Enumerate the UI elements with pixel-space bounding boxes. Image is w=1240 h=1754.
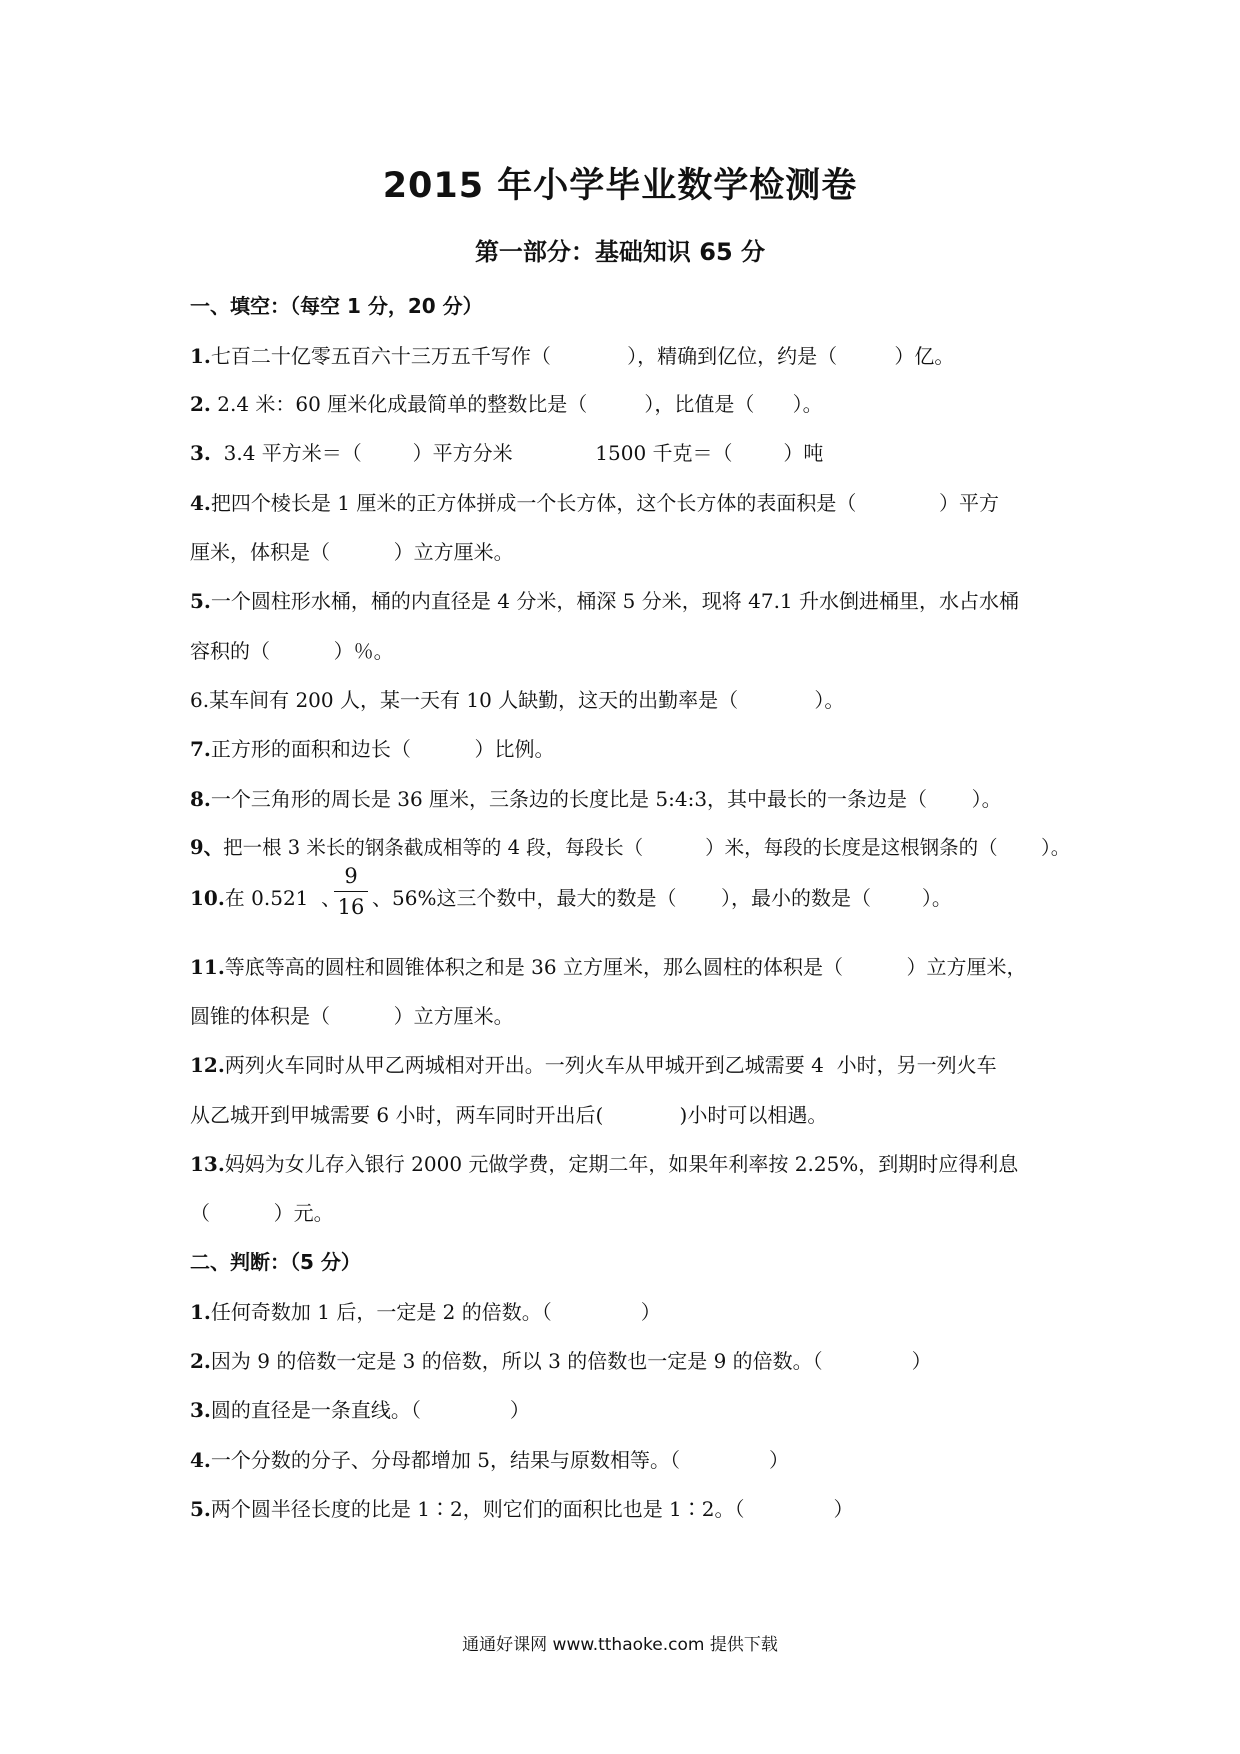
question-fill-1 bbox=[190, 340, 954, 369]
question-text: 两个圆半径长度的比是 1∶2，则它们的面积比也是 1∶2。（ ） bbox=[210, 1497, 854, 1521]
question-number: 3. bbox=[190, 1398, 211, 1422]
question-fill-11-line2: 圆锥的体积是（ ）立方厘米。 bbox=[190, 1004, 514, 1028]
question-tf-3 bbox=[190, 1394, 530, 1423]
question-number: 11. bbox=[190, 955, 225, 979]
page-title: 2015 年小学毕业数学检测卷 bbox=[382, 166, 858, 206]
question-text: 在 0.521 、 bbox=[224, 886, 342, 910]
question-text: 正方形的面积和边长（ ）比例。 bbox=[210, 737, 555, 761]
question-number: 5. bbox=[190, 589, 211, 613]
question-number: 4. bbox=[190, 491, 211, 515]
fraction-numerator: 9 bbox=[344, 864, 358, 888]
question-text: 一个圆柱形水桶，桶的内直径是 4 分米，桶深 5 分米，现将 47.1 升水倒进桶里，水占水桶 bbox=[210, 589, 1020, 613]
question-text: 把四个棱长是 1 厘米的正方体拼成一个长方体，这个长方体的表面积是（ ）平方 bbox=[210, 491, 999, 515]
question-number: 3. bbox=[190, 441, 211, 465]
question-fill-12-line1 bbox=[190, 1049, 997, 1078]
question-number: 6. bbox=[190, 688, 210, 712]
question-text: 因为 9 的倍数一定是 3 的倍数，所以 3 的倍数也一定是 9 的倍数。（ ） bbox=[210, 1349, 932, 1373]
question-text: 七百二十亿零五百六十三万五千写作（ ），精确到亿位，约是（ ）亿。 bbox=[210, 344, 955, 368]
question-text: 2.4 米：60 厘米化成最简单的整数比是（ ），比值是（ ）。 bbox=[217, 392, 823, 416]
question-fill-12-line2: 从乙城开到甲城需要 6 小时，两车同时开出后( )小时可以相遇。 bbox=[190, 1103, 828, 1127]
question-number: 2. bbox=[190, 392, 211, 416]
question-number: 4. bbox=[190, 1448, 211, 1472]
question-number: 10. bbox=[190, 886, 225, 910]
part-subtitle: 第一部分：基础知识 65 分 bbox=[474, 238, 766, 266]
question-text: 某车间有 200 人，某一天有 10 人缺勤，这天的出勤率是（ ）。 bbox=[209, 688, 845, 712]
question-number: 2. bbox=[190, 1349, 211, 1373]
question-text: 一个三角形的周长是 36 厘米，三条边的长度比是 5:4:3，其中最长的一条边是（ ）。 bbox=[210, 787, 1002, 811]
question-fill-11-line1 bbox=[190, 951, 1027, 980]
question-fill-5-line1 bbox=[190, 585, 1019, 614]
question-text: 一个分数的分子、分母都增加 5，结果与原数相等。（ ） bbox=[210, 1448, 789, 1472]
question-number: 12. bbox=[190, 1053, 225, 1077]
question-fill-10-post: 、56%这三个数中，最大的数是（ ），最小的数是（ ）。 bbox=[372, 886, 952, 910]
question-number: 7. bbox=[190, 737, 211, 761]
question-text: 3.4 平方米＝（ ）平方分米 1500 千克＝（ ）吨 bbox=[223, 441, 824, 465]
question-tf-1 bbox=[190, 1296, 661, 1325]
question-fill-4-line2: 厘米，体积是（ ）立方厘米。 bbox=[190, 540, 514, 564]
question-fill-3 bbox=[190, 437, 823, 466]
question-fill-9 bbox=[190, 832, 1070, 860]
question-text: 圆的直径是一条直线。（ ） bbox=[210, 1398, 530, 1422]
question-fill-5-line2: 容积的（ ）％。 bbox=[190, 639, 394, 663]
question-fill-2 bbox=[190, 388, 823, 417]
question-number: 1. bbox=[190, 1300, 211, 1324]
question-fill-8 bbox=[190, 783, 1002, 812]
question-fill-4-line1 bbox=[190, 487, 999, 516]
question-text: 两列火车同时从甲乙两城相对开出。一列火车从甲城开到乙城需要 4 小时，另一列火车 bbox=[224, 1053, 997, 1077]
question-fill-7 bbox=[190, 733, 554, 762]
question-text: 等底等高的圆柱和圆锥体积之和是 36 立方厘米，那么圆柱的体积是（ ）立方厘米， bbox=[224, 955, 1027, 979]
question-number: 13. bbox=[190, 1152, 225, 1176]
fraction-denominator: 16 bbox=[337, 895, 365, 919]
question-tf-4 bbox=[190, 1444, 789, 1473]
question-text: 任何奇数加 1 后，一定是 2 的倍数。（ ） bbox=[210, 1300, 661, 1324]
section-heading-fill-in: 一、填空：（每空 1 分，20 分） bbox=[190, 294, 483, 318]
question-fill-6 bbox=[190, 684, 844, 713]
question-text: 把一根 3 米长的钢条截成相等的 4 段，每段长（ ）米，每段的长度是这根钢条的（ ）。 bbox=[223, 836, 1071, 859]
section-heading-true-false: 二、判断：（5 分） bbox=[190, 1250, 361, 1274]
question-fill-13-line2: （ ）元。 bbox=[190, 1201, 334, 1225]
fraction-nine-sixteenths bbox=[334, 862, 368, 921]
footer-source: 通通好课网 www.tthaoke.com 提供下载 bbox=[462, 1635, 778, 1655]
question-number: 9、 bbox=[190, 836, 224, 859]
question-tf-2 bbox=[190, 1345, 932, 1374]
question-tf-5 bbox=[190, 1493, 854, 1522]
fraction-bar bbox=[334, 891, 368, 892]
question-number: 1. bbox=[190, 344, 211, 368]
question-fill-13-line1 bbox=[190, 1148, 1018, 1177]
question-text: 妈妈为女儿存入银行 2000 元做学费，定期二年，如果年利率按 2.25%，到期时应得利息 bbox=[224, 1152, 1019, 1176]
question-fill-10-pre bbox=[190, 882, 341, 911]
question-number: 5. bbox=[190, 1497, 211, 1521]
question-number: 8. bbox=[190, 787, 211, 811]
